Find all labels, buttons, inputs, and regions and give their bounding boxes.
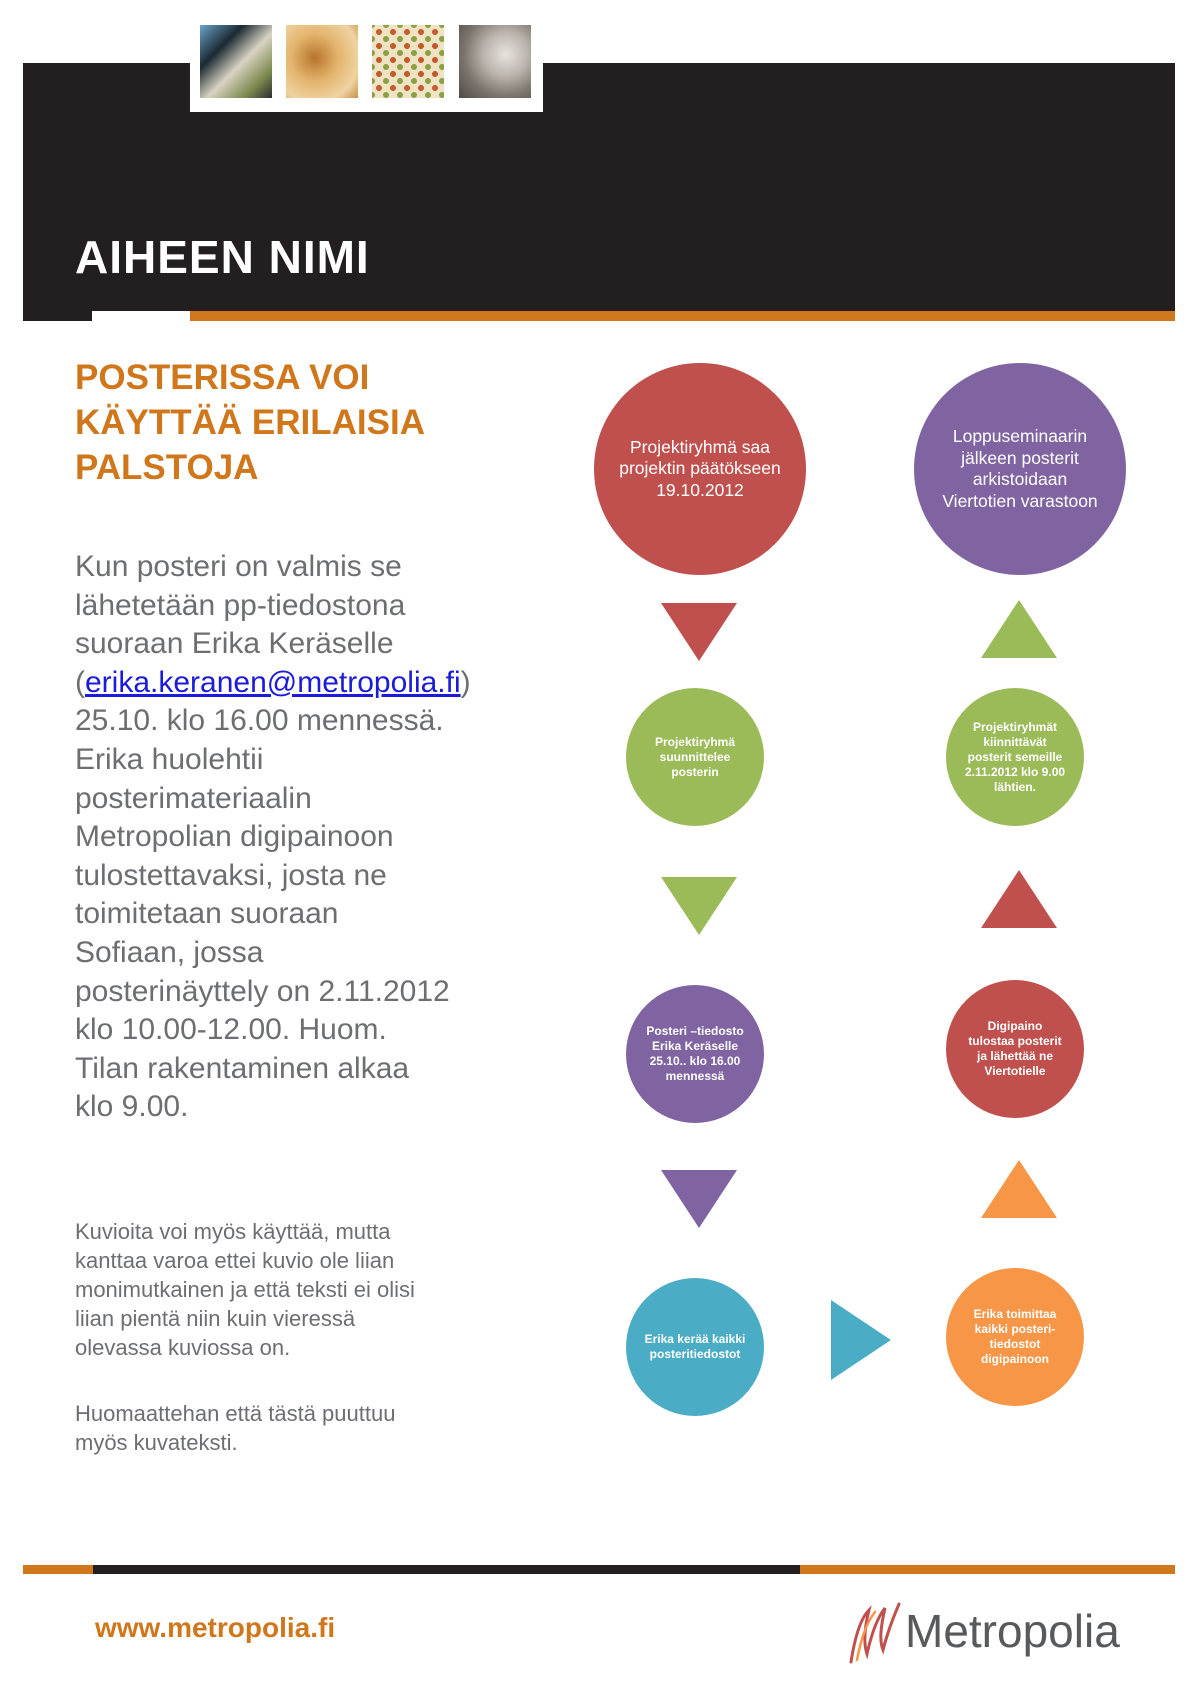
thumbnail-image-3 [372, 25, 444, 98]
footer-url[interactable]: www.metropolia.fi [95, 1612, 336, 1643]
footer-stripe-left [23, 1565, 93, 1574]
flow-step-7 [946, 688, 1084, 826]
flow-step-4 [626, 1278, 764, 1416]
section-heading: POSTERISSA VOI KÄYTTÄÄ ERILAISIA PALSTOJA [75, 358, 424, 487]
arrow-right [831, 1300, 891, 1380]
flow-step-3-label: Posteri –tiedosto Erika Keräselle 25.10.. klo 16.00 mennessä [646, 1024, 744, 1083]
page-title [75, 230, 370, 284]
flow-step-7-label: Projektiryhmät kiinnittävät posterit semeille 2.11.2012 klo 9.00 lähtien. [964, 719, 1066, 794]
flow-step-5-label: Erika toimittaa kaikki posteri-tiedostot digipainoon [973, 1307, 1057, 1366]
arrow-up-2 [981, 870, 1057, 928]
flow-step-2-label: Projektiryhmä suunnittelee posterin [654, 734, 736, 779]
flow-step-8-label: Loppuseminaarin jälkeen posterit arkistoidaan Viertotien varastoon [942, 426, 1098, 511]
flow-step-1-label: Projektiryhmä saa projektin päätökseen 19.10.2012 [619, 436, 781, 500]
arrow-down-1 [661, 603, 737, 661]
page-title-light: AIHEEN [75, 231, 269, 283]
paragraph-text-end: ) 25.10. klo 16.00 mennessä. Erika huolehtii posterimateriaalin Metropolian digipainoon tulostettavaksi, josta ne toimitetaan suoraan Sofiaan, jossa posterinäyttely on 2.11.2012 klo 10.00-12.00. Huom. Tilan rakentaminen alkaa klo 9.00. [75, 665, 471, 1124]
header-accent-stripe [190, 311, 1175, 321]
caption-note-paragraph: Huomaattehan että tästä puuttuu myös kuvateksti. [75, 1401, 396, 1455]
figure-note-paragraph: Kuvioita voi myös käyttää, mutta kanttaa varoa ettei kuvio ole liian monimutkainen ja että teksti ei olisi liian pientä niin kuin vieressä olevassa kuviossa on. [75, 1219, 415, 1360]
flow-step-5 [946, 1268, 1084, 1406]
flow-step-4-label: Erika kerää kaikki posteritiedostot [644, 1332, 746, 1361]
arrow-up-1 [981, 1160, 1057, 1218]
header-stripe-gap [92, 311, 190, 321]
footer-stripe-dark [93, 1565, 800, 1574]
flow-step-6-label: Digipaino tulostaa posterit ja lähettää ne Viertotielle [968, 1019, 1062, 1078]
flow-step-8 [914, 363, 1126, 575]
arrow-up-3 [981, 600, 1057, 658]
arrow-down-2 [661, 877, 737, 935]
flow-step-3 [626, 985, 764, 1123]
flow-step-2 [626, 688, 764, 826]
paragraph-text-start: Kun posteri on valmis se lähetetään pp-tiedostona suoraan Erika Keräselle ( [75, 550, 406, 699]
footer-stripe-right [800, 1565, 1175, 1574]
main-paragraph [75, 548, 471, 1127]
thumbnail-image-2 [286, 25, 358, 98]
page-title-bold: NIMI [268, 231, 370, 283]
logo-text: Metropolia [905, 1605, 1120, 1657]
metropolia-logo [845, 1596, 1120, 1666]
thumbnail-image-4 [459, 25, 531, 98]
flow-step-1 [594, 363, 806, 575]
email-link[interactable]: erika.keranen@metropolia.fi [85, 665, 461, 699]
thumbnail-image-1 [200, 25, 272, 98]
flow-step-6 [946, 980, 1084, 1118]
logo-mark-icon [845, 1596, 901, 1666]
arrow-down-3 [661, 1170, 737, 1228]
